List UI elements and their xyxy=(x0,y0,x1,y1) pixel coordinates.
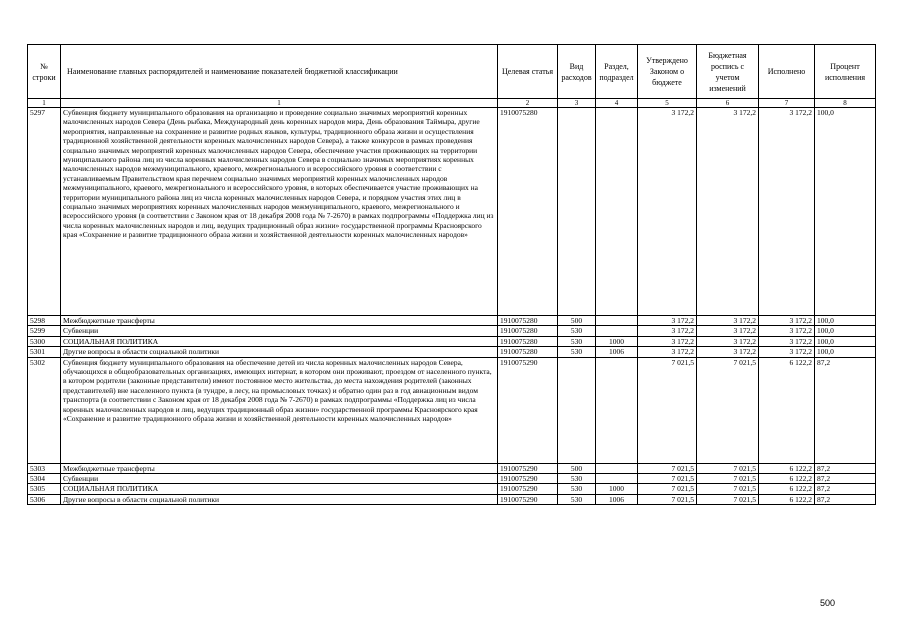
cell-expense-type xyxy=(558,357,596,463)
cell-section xyxy=(596,357,638,463)
cell-percent: 100,0 xyxy=(815,326,876,336)
cell-percent: 100,0 xyxy=(815,316,876,326)
cell-section: 1000 xyxy=(596,336,638,346)
column-number: 1 xyxy=(61,99,498,108)
cell-target-article: 1910075290 xyxy=(498,474,558,484)
cell-row-number: 5297 xyxy=(28,108,61,316)
cell-budget-list: 7 021,5 xyxy=(697,463,759,473)
cell-target-article: 1910075290 xyxy=(498,463,558,473)
header-approved: Утверждено Законом о бюджете xyxy=(638,45,697,99)
header-row xyxy=(28,45,876,99)
cell-budget-list: 7 021,5 xyxy=(697,484,759,494)
cell-name: Другие вопросы в области социальной политики xyxy=(61,347,498,357)
cell-executed: 6 122,2 xyxy=(759,474,815,484)
table-row xyxy=(28,494,876,504)
cell-name: СОЦИАЛЬНАЯ ПОЛИТИКА xyxy=(61,336,498,346)
cell-expense-type: 530 xyxy=(558,336,596,346)
cell-target-article: 1910075290 xyxy=(498,494,558,504)
cell-target-article: 1910075280 xyxy=(498,108,558,316)
table-row xyxy=(28,336,876,346)
cell-section: 1006 xyxy=(596,494,638,504)
cell-executed: 3 172,2 xyxy=(759,108,815,316)
table-row xyxy=(28,326,876,336)
cell-budget-list: 3 172,2 xyxy=(697,326,759,336)
cell-approved: 7 021,5 xyxy=(638,494,697,504)
cell-executed: 3 172,2 xyxy=(759,326,815,336)
cell-expense-type: 530 xyxy=(558,494,596,504)
cell-executed: 3 172,2 xyxy=(759,336,815,346)
cell-row-number: 5299 xyxy=(28,326,61,336)
column-number: 6 xyxy=(697,99,759,108)
table-row xyxy=(28,347,876,357)
cell-expense-type: 530 xyxy=(558,347,596,357)
column-number: 5 xyxy=(638,99,697,108)
cell-name: Межбюджетные трансферты xyxy=(61,316,498,326)
cell-approved: 3 172,2 xyxy=(638,316,697,326)
cell-expense-type: 530 xyxy=(558,484,596,494)
cell-approved: 7 021,5 xyxy=(638,484,697,494)
cell-row-number: 5300 xyxy=(28,336,61,346)
cell-expense-type: 500 xyxy=(558,463,596,473)
cell-section xyxy=(596,463,638,473)
table-row xyxy=(28,484,876,494)
cell-executed: 6 122,2 xyxy=(759,484,815,494)
cell-expense-type xyxy=(558,108,596,316)
table-row xyxy=(28,463,876,473)
column-numbers-row xyxy=(28,99,876,108)
cell-approved: 7 021,5 xyxy=(638,357,697,463)
cell-budget-list: 3 172,2 xyxy=(697,108,759,316)
cell-section: 1000 xyxy=(596,484,638,494)
table-row xyxy=(28,357,876,463)
cell-approved: 3 172,2 xyxy=(638,108,697,316)
cell-section xyxy=(596,108,638,316)
cell-row-number: 5306 xyxy=(28,494,61,504)
cell-row-number: 5304 xyxy=(28,474,61,484)
cell-target-article: 1910075280 xyxy=(498,316,558,326)
cell-target-article: 1910075280 xyxy=(498,326,558,336)
cell-name: Другие вопросы в области социальной политики xyxy=(61,494,498,504)
cell-expense-type: 530 xyxy=(558,474,596,484)
cell-budget-list: 7 021,5 xyxy=(697,357,759,463)
cell-target-article: 1910075290 xyxy=(498,357,558,463)
cell-executed: 3 172,2 xyxy=(759,347,815,357)
cell-budget-list: 7 021,5 xyxy=(697,474,759,484)
cell-row-number: 5298 xyxy=(28,316,61,326)
header-budget-list: Бюджетная роспись с учетом изменений xyxy=(697,45,759,99)
column-number: 3 xyxy=(558,99,596,108)
cell-approved: 3 172,2 xyxy=(638,326,697,336)
budget-table xyxy=(27,44,876,505)
header-target-article: Целевая статья xyxy=(498,45,558,99)
cell-budget-list: 3 172,2 xyxy=(697,336,759,346)
column-number: 4 xyxy=(596,99,638,108)
cell-section xyxy=(596,316,638,326)
cell-approved: 7 021,5 xyxy=(638,463,697,473)
cell-executed: 6 122,2 xyxy=(759,357,815,463)
cell-target-article: 1910075280 xyxy=(498,336,558,346)
cell-expense-type: 500 xyxy=(558,316,596,326)
cell-target-article: 1910075290 xyxy=(498,484,558,494)
cell-name: СОЦИАЛЬНАЯ ПОЛИТИКА xyxy=(61,484,498,494)
cell-budget-list: 3 172,2 xyxy=(697,347,759,357)
header-name: Наименование главных распорядителей и наименование показателей бюджетной классификации xyxy=(61,45,498,99)
cell-budget-list: 7 021,5 xyxy=(697,494,759,504)
header-percent: Процент исполнения xyxy=(815,45,876,99)
cell-target-article: 1910075280 xyxy=(498,347,558,357)
cell-percent: 100,0 xyxy=(815,336,876,346)
cell-name: Межбюджетные трансферты xyxy=(61,463,498,473)
column-number: 2 xyxy=(498,99,558,108)
table-row xyxy=(28,474,876,484)
cell-section xyxy=(596,326,638,336)
cell-percent: 87,2 xyxy=(815,474,876,484)
header-row-number: № строки xyxy=(28,45,61,99)
table-row xyxy=(28,108,876,316)
cell-budget-list: 3 172,2 xyxy=(697,316,759,326)
cell-approved: 3 172,2 xyxy=(638,336,697,346)
cell-executed: 6 122,2 xyxy=(759,494,815,504)
cell-approved: 7 021,5 xyxy=(638,474,697,484)
cell-executed: 3 172,2 xyxy=(759,316,815,326)
cell-name: Субвенция бюджету муниципального образования на организацию и проведение социально значимых мероприятий коренных малочисленных народов Севера (День рыбака, Международный день коренных народов мира, День образования Таймыра, другие мероприятия, направленные на сохранение и развитие родных языков, культуры, традиционного образа жизни и осуществления традиционной хозяйственной деятельности коренных малочисленных народов Севера), а также конкурсов в рамках проведения социально значимых мероприятий коренных малочисленных народов Севера, обеспечение участия проживающих на территории муниципального района лиц из числа коренных малочисленных народов Севера в социально значимых мероприятиях коренных малочисленных народов межмуниципального, краевого, межрегионального и всероссийского уровня в соответствии с устанавливаемым Правительством края перечнем социально значимых мероприятий коренных малочисленных народов межмуниципального, краевого, межрегионального и всероссийского уровня, в которых обеспечивается участие проживающих на территории муниципального района лиц из числа коренных малочисленных народов Севера, и порядком участия этих лиц в социально значимых мероприятиях коренных малочисленных народов межмуниципального, краевого, межрегионального и всероссийского уровня (в соответствии с Законом края от 18 декабря 2008 года № 7-2670) в рамках подпрограммы «Поддержка лиц из числа коренных малочисленных народов и лиц, ведущих традиционный образ жизни» государственной программы Красноярского края «Сохранение и развитие традиционного образа жизни и хозяйственной деятельности коренных малочисленных народов» xyxy=(61,108,498,316)
header-expense-type: Вид расходов xyxy=(558,45,596,99)
cell-percent: 87,2 xyxy=(815,357,876,463)
cell-row-number: 5303 xyxy=(28,463,61,473)
cell-percent: 100,0 xyxy=(815,347,876,357)
cell-executed: 6 122,2 xyxy=(759,463,815,473)
cell-name: Субвенция бюджету муниципального образования на обеспечение детей из числа коренных малочисленных народов Севера, обучающихся в общеобразовательных организациях, имеющих интернат, в котором они проживают, проездом от населенного пункта, в котором родители (законные представители) имеют постоянное место жительства, до места нахождения родителей (законных представителей) вне населенного пункта (в тундре, в лесу, на промысловых точках) и обратно один раз в год авиационным видом транспорта (в соответствии с Законом края от 18 декабря 2008 года № 7-2670) в рамках подпрограммы «Поддержка лиц из числа коренных малочисленных народов и лиц, ведущих традиционный образ жизни» государственной программы Красноярского края «Сохранение и развитие традиционного образа жизни и хозяйственной деятельности коренных малочисленных народов» xyxy=(61,357,498,463)
page-number: 500 xyxy=(820,598,836,608)
cell-percent: 100,0 xyxy=(815,108,876,316)
cell-name: Субвенции xyxy=(61,474,498,484)
column-number: 1 xyxy=(28,99,61,108)
header-section: Раздел, подраздел xyxy=(596,45,638,99)
cell-percent: 87,2 xyxy=(815,463,876,473)
cell-name: Субвенции xyxy=(61,326,498,336)
cell-percent: 87,2 xyxy=(815,484,876,494)
cell-row-number: 5305 xyxy=(28,484,61,494)
column-number: 7 xyxy=(759,99,815,108)
cell-expense-type: 530 xyxy=(558,326,596,336)
column-number: 8 xyxy=(815,99,876,108)
cell-row-number: 5301 xyxy=(28,347,61,357)
cell-section: 1006 xyxy=(596,347,638,357)
cell-section xyxy=(596,474,638,484)
cell-percent: 87,2 xyxy=(815,494,876,504)
cell-row-number: 5302 xyxy=(28,357,61,463)
cell-approved: 3 172,2 xyxy=(638,347,697,357)
table-row xyxy=(28,316,876,326)
header-executed: Исполнено xyxy=(759,45,815,99)
